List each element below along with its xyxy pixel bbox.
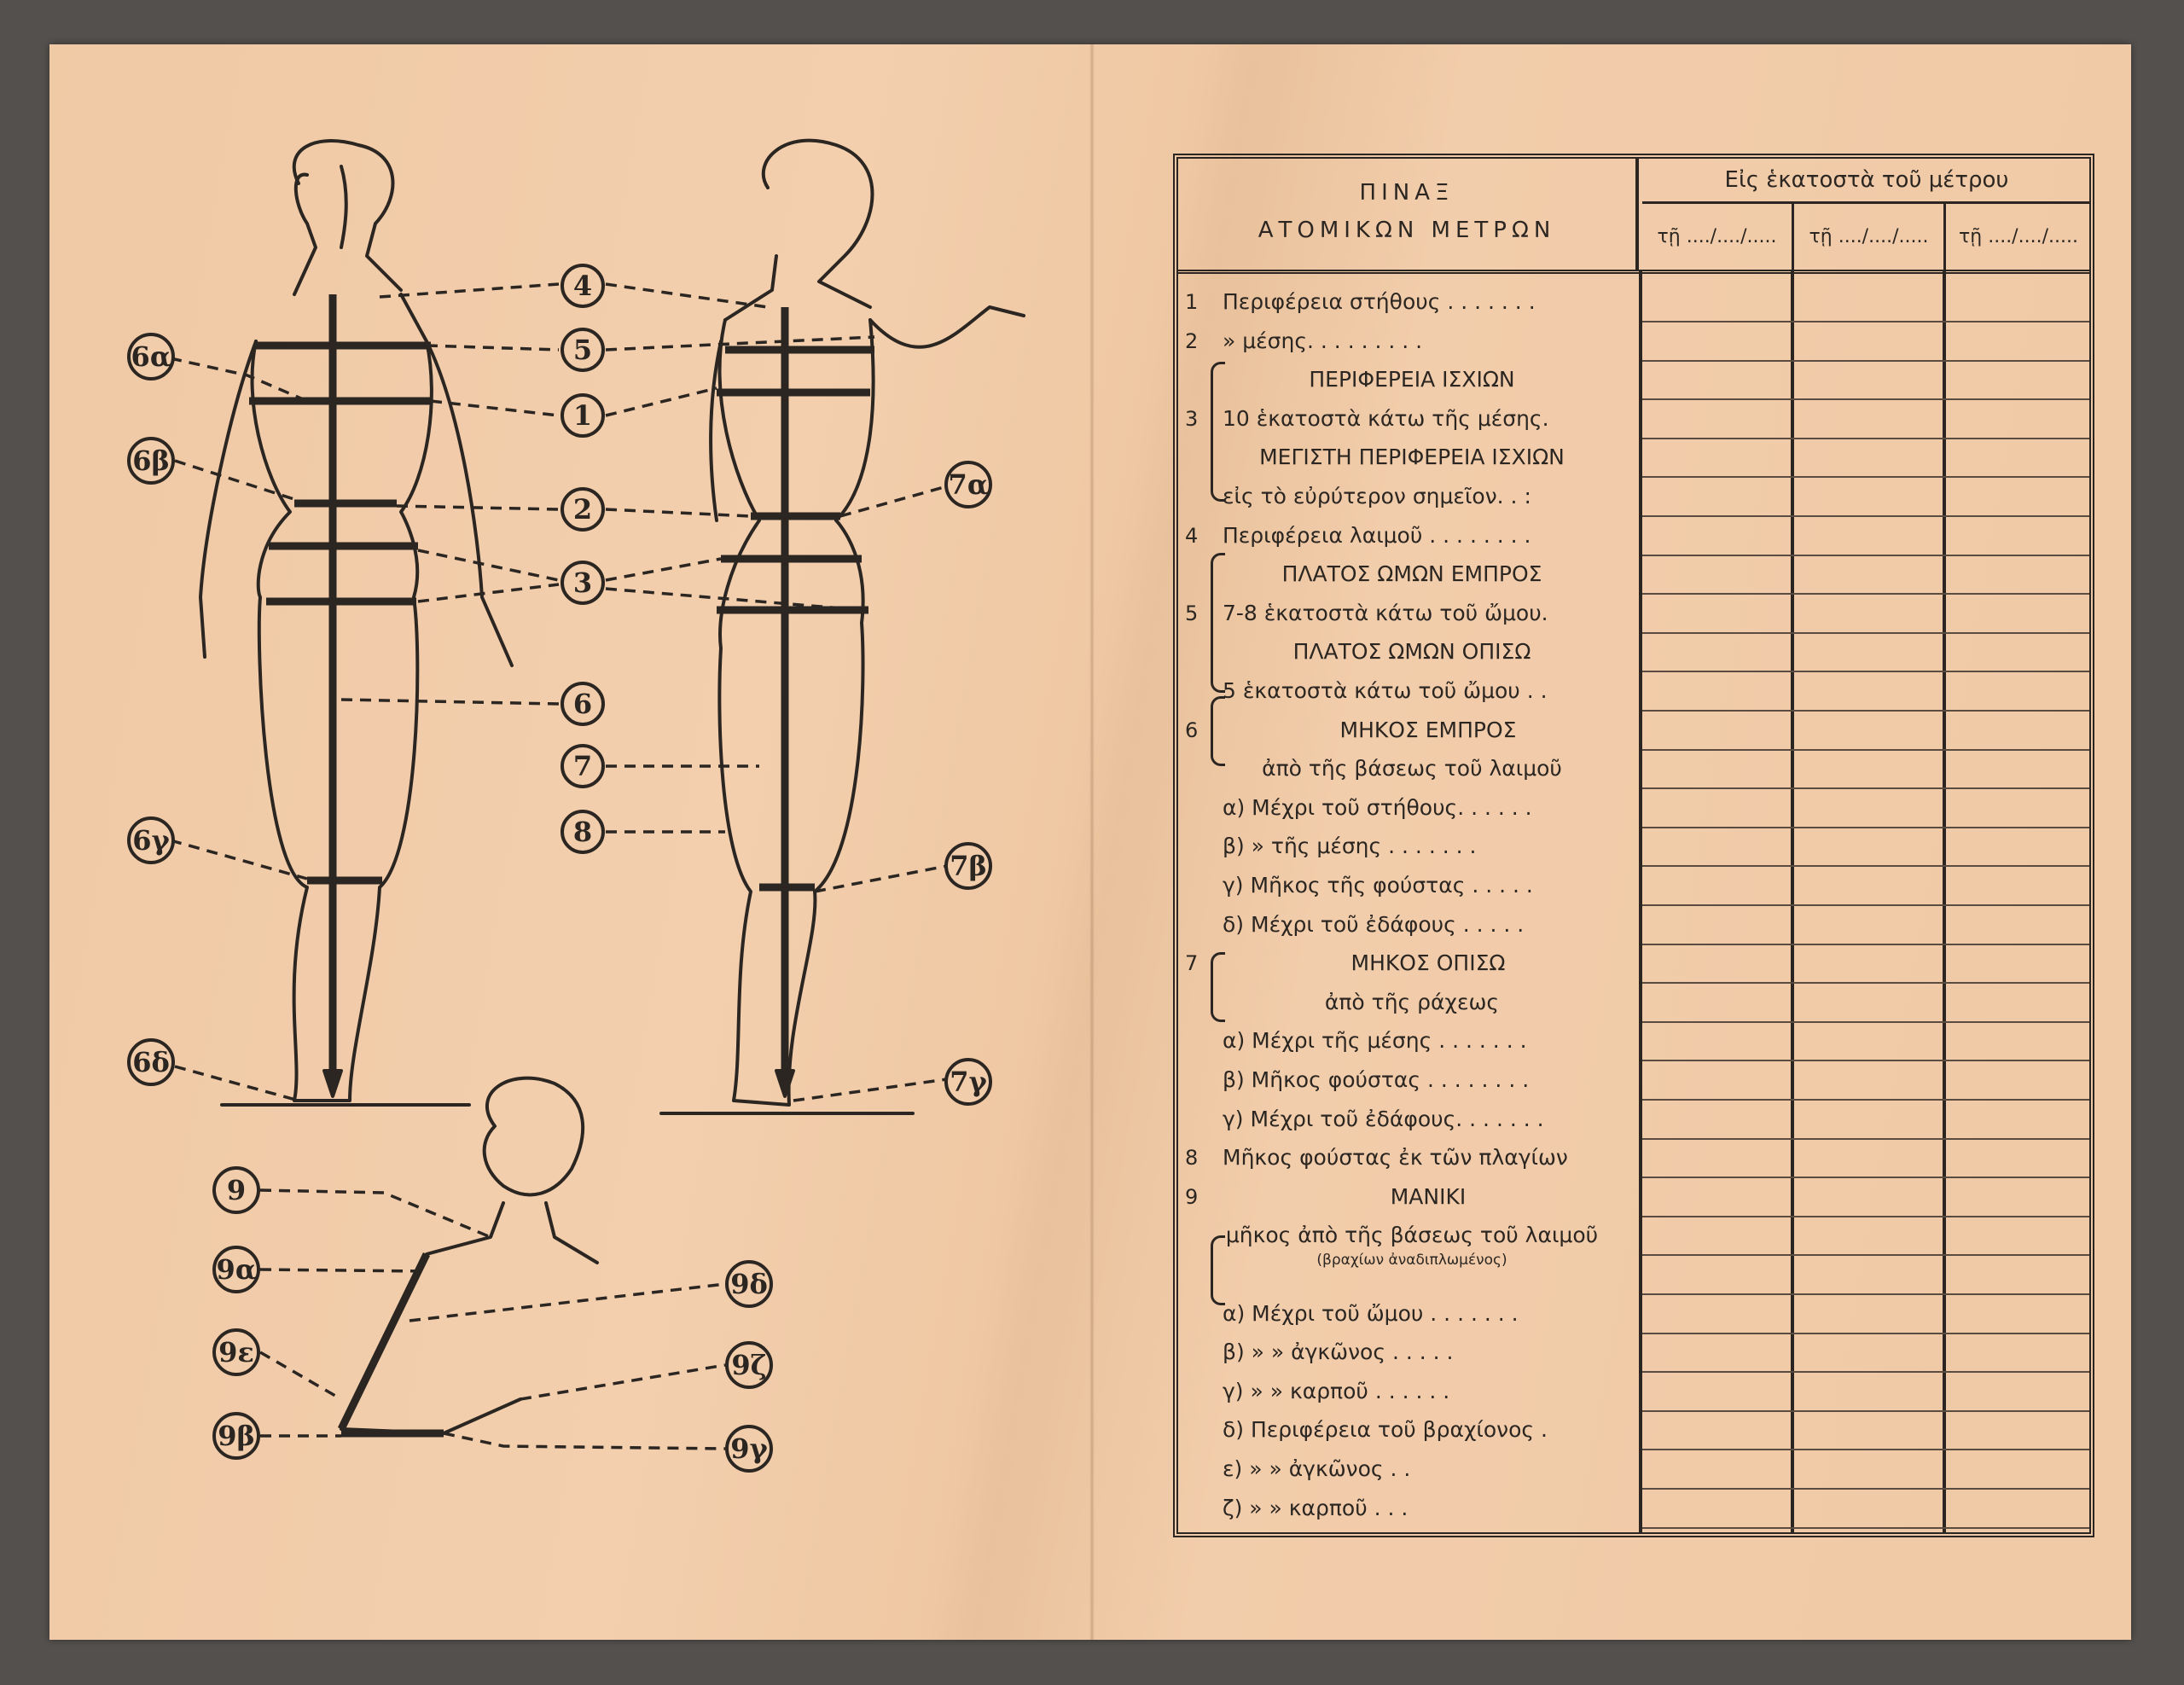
table-row — [1190, 713, 1634, 747]
row-rule — [1642, 710, 2089, 712]
callout-7g — [946, 1060, 990, 1104]
row-label: ΜΗΚΟΣ ΟΠΙΣΩ — [1350, 950, 1506, 976]
table-row — [1190, 519, 1634, 553]
row-rule — [1642, 787, 2089, 789]
svg-text:9ζ: 9ζ — [731, 1349, 767, 1381]
table-row — [1190, 985, 1634, 1020]
row-number: 2 — [1185, 328, 1199, 353]
row-label: ζ) » » καρποῦ . . . — [1223, 1495, 1409, 1520]
table-row — [1190, 791, 1634, 825]
table-row — [1190, 363, 1634, 397]
callout-4 — [562, 265, 603, 306]
table-row — [1190, 1413, 1634, 1447]
svg-text:9γ: 9γ — [730, 1432, 768, 1465]
row-label: ΠΕΡΙΦΕΡΕΙΑ ΙΣΧΙΩΝ — [1309, 367, 1515, 392]
row-rule — [1642, 1371, 2089, 1373]
table-row — [1190, 1297, 1634, 1331]
bust-figure — [341, 1078, 597, 1433]
table-row — [1190, 285, 1634, 319]
row-number: 1 — [1185, 290, 1199, 314]
row-rule — [1642, 1021, 2089, 1023]
row-rule — [1642, 982, 2089, 984]
svg-text:7γ: 7γ — [950, 1066, 987, 1098]
table-row — [1190, 1491, 1634, 1525]
svg-text:6: 6 — [572, 688, 593, 720]
row-number: 5 — [1185, 601, 1199, 625]
callout-7a — [946, 462, 990, 507]
row-rule — [1642, 904, 2089, 906]
row-rule — [1642, 827, 2089, 828]
table-row — [1190, 1251, 1634, 1270]
row-label: ε) » » ἀγκῶνος . . — [1223, 1456, 1411, 1481]
row-rule — [1642, 476, 2089, 478]
table-row — [1190, 1218, 1634, 1252]
row-rule — [1642, 1138, 2089, 1140]
row-number: 7 — [1185, 951, 1199, 976]
title-line-1: ΠΙΝΑΞ — [1359, 180, 1455, 206]
callout-9b — [214, 1414, 258, 1458]
table-row — [1190, 1335, 1634, 1369]
table-title — [1178, 159, 1639, 270]
table-row — [1190, 1063, 1634, 1097]
callout-9a — [214, 1247, 258, 1292]
title-line-2: ΑΤΟΜΙΚΩΝ ΜΕΤΡΩΝ — [1258, 218, 1556, 243]
table-row — [1190, 829, 1634, 863]
row-rule — [1642, 1410, 2089, 1412]
svg-text:9α: 9α — [216, 1253, 257, 1286]
table-row — [1190, 596, 1634, 630]
row-rule — [1642, 1060, 2089, 1061]
svg-text:7: 7 — [572, 750, 593, 782]
row-label: δ) Μέχρι τοῦ ἐδάφους . . . . . — [1223, 911, 1525, 937]
table-row — [1190, 1102, 1634, 1136]
row-number: 4 — [1185, 523, 1199, 548]
callout-6a — [129, 334, 173, 379]
row-label: ΠΛΑΤΟΣ ΩΜΩΝ ΕΜΠΡΟΣ — [1281, 561, 1542, 587]
row-label: 10 ἑκατοστὰ κάτω τῆς μέσης. — [1223, 405, 1549, 431]
table-row — [1190, 440, 1634, 474]
svg-text:4: 4 — [572, 270, 593, 302]
callout-7 — [562, 746, 603, 787]
measurements-table — [1173, 154, 2094, 1537]
row-label: ΠΛΑΤΟΣ ΩΜΩΝ ΟΠΙΣΩ — [1292, 639, 1531, 665]
row-rule — [1642, 1099, 2089, 1101]
date-column-2: τῇ ..../..../..... — [1794, 204, 1946, 270]
row-number: 8 — [1185, 1146, 1199, 1171]
column-divider-3 — [1943, 270, 1946, 1532]
svg-text:6α: 6α — [131, 340, 171, 373]
row-label: (βραχίων ἀναδιπλωμένος) — [1316, 1252, 1507, 1269]
table-row — [1190, 479, 1634, 514]
row-label: εἰς τὸ εὐρύτερον σημεῖον. . : — [1223, 484, 1531, 508]
svg-text:6β: 6β — [132, 444, 170, 477]
callout-9 — [214, 1168, 258, 1212]
row-label: β) » τῆς μέσης . . . . . . . — [1223, 834, 1477, 859]
callout-9e — [214, 1330, 258, 1374]
row-label: ΜΕΓΙΣΤΗ ΠΕΡΙΦΕΡΕΙΑ ΙΣΧΙΩΝ — [1259, 444, 1565, 470]
column-divider-1 — [1639, 270, 1642, 1532]
callout-1 — [562, 395, 603, 436]
row-number: 6 — [1185, 718, 1199, 742]
row-rule — [1642, 944, 2089, 945]
table-row — [1190, 1374, 1634, 1409]
leader-lines — [171, 284, 947, 1449]
callout-6d — [129, 1040, 173, 1084]
table-row — [1190, 557, 1634, 591]
svg-text:1: 1 — [572, 399, 593, 432]
row-label: » μέσης. . . . . . . . . — [1223, 328, 1423, 353]
row-rule — [1642, 321, 2089, 322]
row-rule — [1642, 1527, 2089, 1529]
table-row — [1190, 1024, 1634, 1058]
row-label: Περιφέρεια στήθους . . . . . . . — [1223, 289, 1536, 314]
svg-text:7α: 7α — [948, 468, 989, 501]
units-header: Εἰς ἑκατοστὰ τοῦ μέτρου — [1642, 159, 2091, 204]
row-label: α) Μέχρι τοῦ στήθους. . . . . . — [1223, 794, 1532, 820]
row-rule — [1642, 360, 2089, 362]
table-row — [1190, 674, 1634, 708]
svg-text:9ε: 9ε — [218, 1336, 254, 1368]
row-label: ΜΗΚΟΣ ΕΜΠΡΟΣ — [1339, 717, 1517, 742]
callout-2 — [562, 489, 603, 530]
svg-text:7β: 7β — [950, 850, 987, 882]
callout-9d — [727, 1262, 771, 1306]
row-rule — [1642, 632, 2089, 634]
row-label: ἀπὸ τῆς βάσεως τοῦ λαιμοῦ — [1262, 756, 1562, 781]
callout-6 — [562, 683, 603, 724]
table-row — [1190, 1452, 1634, 1486]
callout-9g — [727, 1426, 771, 1471]
callout-6b — [129, 439, 173, 483]
row-label: Περιφέρεια λαιμοῦ . . . . . . . . — [1223, 522, 1531, 548]
row-rule — [1642, 593, 2089, 595]
row-rule — [1642, 555, 2089, 556]
callout-5 — [562, 329, 603, 370]
table-row — [1190, 635, 1634, 669]
row-label: α) Μέχρι τοῦ ὤμου . . . . . . . — [1223, 1300, 1519, 1326]
table-row — [1190, 1180, 1634, 1214]
row-rule — [1642, 1216, 2089, 1217]
table-row — [1190, 908, 1634, 942]
row-rule — [1642, 1488, 2089, 1490]
svg-text:5: 5 — [572, 334, 593, 366]
table-row — [1190, 1141, 1634, 1175]
table-row — [1190, 324, 1634, 358]
column-divider-2 — [1791, 270, 1794, 1532]
svg-text:8: 8 — [572, 816, 593, 848]
row-rule — [1642, 515, 2089, 517]
svg-text:6δ: 6δ — [132, 1046, 170, 1078]
row-label: 7-8 ἑκατοστὰ κάτω τοῦ ὤμου. — [1223, 600, 1548, 625]
svg-text:2: 2 — [572, 493, 593, 526]
table-row — [1190, 946, 1634, 980]
front-figure — [200, 141, 512, 1105]
svg-text:3: 3 — [572, 567, 593, 599]
row-rule — [1642, 438, 2089, 439]
row-label: δ) Περιφέρεια τοῦ βραχίονος . — [1223, 1417, 1548, 1443]
row-rule — [1642, 1333, 2089, 1334]
row-rule — [1642, 398, 2089, 400]
row-number: 3 — [1185, 406, 1199, 431]
row-rule — [1642, 1293, 2089, 1295]
row-label: α) Μέχρι τῆς μέσης . . . . . . . — [1223, 1028, 1527, 1054]
row-label: 5 ἑκατοστὰ κάτω τοῦ ὤμου . . — [1223, 678, 1548, 703]
row-label: ΜΑΝΙΚΙ — [1390, 1183, 1467, 1209]
back-figure — [661, 141, 1024, 1113]
callout-9z — [727, 1343, 771, 1387]
svg-text:9β: 9β — [218, 1420, 255, 1452]
svg-text:9δ: 9δ — [730, 1268, 768, 1300]
date-column-3: τῇ ..../..../..... — [1959, 226, 2078, 247]
table-header — [1178, 159, 2089, 274]
row-rule — [1642, 1177, 2089, 1178]
svg-text:6γ: 6γ — [132, 824, 170, 857]
callout-3 — [562, 562, 603, 603]
table-row — [1190, 402, 1634, 436]
row-label: γ) » » καρποῦ . . . . . . — [1223, 1378, 1450, 1403]
row-label: γ) Μέχρι τοῦ ἐδάφους. . . . . . . — [1223, 1106, 1544, 1131]
row-rule — [1642, 1254, 2089, 1256]
row-rule — [1642, 865, 2089, 867]
row-label: μῆκος ἀπὸ τῆς βάσεως τοῦ λαιμοῦ — [1225, 1223, 1599, 1248]
callout-8 — [562, 811, 603, 852]
row-label: β) Μῆκος φούστας . . . . . . . . — [1223, 1067, 1530, 1092]
row-rule — [1642, 1449, 2089, 1450]
svg-text:9: 9 — [226, 1174, 247, 1206]
row-rule — [1642, 749, 2089, 751]
date-column-1: τῇ ..../..../..... — [1642, 204, 1794, 270]
row-rule — [1642, 671, 2089, 672]
row-label: ἀπὸ τῆς ράχεως — [1324, 989, 1500, 1014]
row-label: γ) Μῆκος τῆς φούστας . . . . . — [1223, 873, 1533, 898]
row-number: 9 — [1185, 1184, 1199, 1209]
row-label: Μῆκος φούστας ἐκ τῶν πλαγίων — [1223, 1145, 1568, 1171]
row-label: β) » » ἀγκῶνος . . . . . — [1223, 1339, 1454, 1365]
table-row — [1190, 869, 1634, 903]
callout-7b — [946, 844, 990, 888]
table-row — [1190, 752, 1634, 786]
callout-6g — [129, 818, 173, 863]
